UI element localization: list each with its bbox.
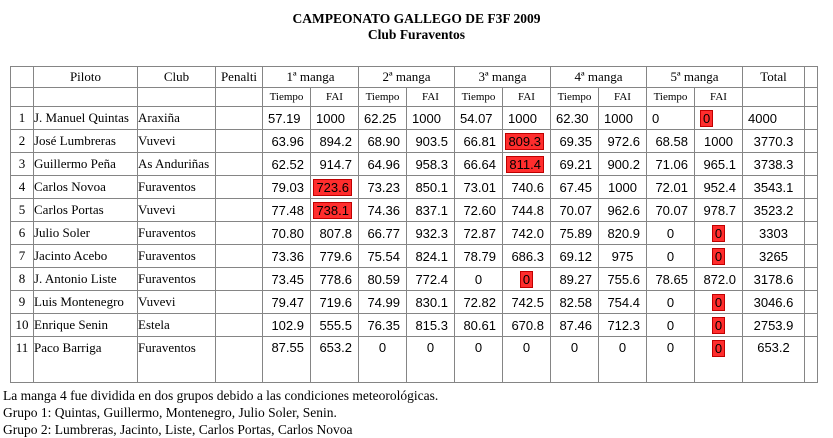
time-cell-manga2: 64.96 bbox=[359, 153, 407, 176]
fai-cell-manga2: 1000 bbox=[407, 107, 455, 130]
fai-cell-manga3: 1000 bbox=[503, 107, 551, 130]
rank-cell: 4 bbox=[11, 176, 34, 199]
subheader-blank bbox=[805, 88, 818, 107]
pilot-cell: J. Manuel Quintas bbox=[34, 107, 138, 130]
fai-cell-manga1: 778.6 bbox=[311, 268, 359, 291]
subheader-blank bbox=[11, 88, 34, 107]
fai-cell-manga3: 670.8 bbox=[503, 314, 551, 337]
pilot-cell: Paco Barriga bbox=[34, 337, 138, 383]
manga5-header: 5ª manga bbox=[647, 67, 743, 88]
time-cell-manga1: 102.9 bbox=[263, 314, 311, 337]
time-cell-manga2: 76.35 bbox=[359, 314, 407, 337]
penalized-score-highlight: 723.6 bbox=[313, 179, 352, 196]
fai-cell-manga1: 807.8 bbox=[311, 222, 359, 245]
spacer-cell bbox=[805, 337, 818, 383]
penalized-score-highlight: 809.3 bbox=[505, 133, 544, 150]
time-cell-manga4: 82.58 bbox=[551, 291, 599, 314]
time-cell-manga1: 57.19 bbox=[263, 107, 311, 130]
club-cell: Estela bbox=[138, 314, 216, 337]
fai-cell-manga5 bbox=[695, 107, 743, 130]
time-subheader: Tiempo bbox=[455, 88, 503, 107]
rank-cell: 7 bbox=[11, 245, 34, 268]
time-cell-manga4: 70.07 bbox=[551, 199, 599, 222]
fai-cell-manga2: 850.1 bbox=[407, 176, 455, 199]
fai-cell-manga2: 932.3 bbox=[407, 222, 455, 245]
results-tbody bbox=[11, 67, 818, 383]
fai-cell-manga5: 872.0 bbox=[695, 268, 743, 291]
fai-cell-manga3: 686.3 bbox=[503, 245, 551, 268]
note-groups-split: La manga 4 fue dividida en dos grupos debido a las condiciones meteorológicas. bbox=[3, 388, 439, 403]
club-cell: Furaventos bbox=[138, 245, 216, 268]
penalized-score-highlight: 0 bbox=[712, 317, 725, 334]
fai-cell-manga5: 952.4 bbox=[695, 176, 743, 199]
time-cell-manga5: 0 bbox=[647, 314, 695, 337]
table-row bbox=[11, 222, 818, 245]
club-cell: As Anduriñas bbox=[138, 153, 216, 176]
club-subtitle: Club Furaventos bbox=[367, 27, 466, 42]
penalty-cell bbox=[216, 245, 263, 268]
fai-cell-manga3: 740.6 bbox=[503, 176, 551, 199]
fai-subheader: FAI bbox=[695, 88, 743, 107]
table-row bbox=[11, 199, 818, 222]
fai-cell-manga4: 962.6 bbox=[599, 199, 647, 222]
fai-cell-manga1: 894.2 bbox=[311, 130, 359, 153]
time-cell-manga3: 72.82 bbox=[455, 291, 503, 314]
penalty-cell bbox=[216, 268, 263, 291]
total-cell: 653.2 bbox=[743, 337, 805, 383]
pilot-cell: J. Antonio Liste bbox=[34, 268, 138, 291]
fai-cell-manga5 bbox=[695, 337, 743, 383]
pilot-cell: Jacinto Acebo bbox=[34, 245, 138, 268]
subheader-blank bbox=[743, 88, 805, 107]
fai-cell-manga3: 0 bbox=[503, 337, 551, 383]
total-cell: 3770.3 bbox=[743, 130, 805, 153]
spacer-cell bbox=[805, 199, 818, 222]
fai-cell-manga2: 772.4 bbox=[407, 268, 455, 291]
time-cell-manga1: 73.45 bbox=[263, 268, 311, 291]
time-cell-manga1: 62.52 bbox=[263, 153, 311, 176]
subheader-blank bbox=[34, 88, 138, 107]
total-cell: 3738.3 bbox=[743, 153, 805, 176]
pilot-cell: José Lumbreras bbox=[34, 130, 138, 153]
table-row bbox=[11, 268, 818, 291]
championship-title: CAMPEONATO GALLEGO DE F3F 2009 bbox=[292, 11, 541, 26]
total-cell: 4000 bbox=[743, 107, 805, 130]
club-cell: Furaventos bbox=[138, 337, 216, 383]
note-group1: Grupo 1: Quintas, Guillermo, Montenegro, Julio Soler, Senin. bbox=[3, 405, 337, 420]
rank-cell: 11 bbox=[11, 337, 34, 383]
manga1-header: 1ª manga bbox=[263, 67, 359, 88]
club-cell: Furaventos bbox=[138, 176, 216, 199]
table-row bbox=[11, 291, 818, 314]
club-cell: Vuvevi bbox=[138, 130, 216, 153]
time-cell-manga4: 0 bbox=[551, 337, 599, 383]
manga2-header: 2ª manga bbox=[359, 67, 455, 88]
time-cell-manga2: 74.36 bbox=[359, 199, 407, 222]
time-cell-manga2: 68.90 bbox=[359, 130, 407, 153]
note-group2: Grupo 2: Lumbreras, Jacinto, Liste, Carlos Portas, Carlos Novoa bbox=[3, 422, 353, 437]
time-cell-manga5: 0 bbox=[647, 222, 695, 245]
rank-cell: 6 bbox=[11, 222, 34, 245]
time-cell-manga3: 80.61 bbox=[455, 314, 503, 337]
penalty-cell bbox=[216, 314, 263, 337]
fai-cell-manga3: 744.8 bbox=[503, 199, 551, 222]
club-cell: Vuvevi bbox=[138, 199, 216, 222]
fai-cell-manga5 bbox=[695, 222, 743, 245]
time-cell-manga4: 87.46 bbox=[551, 314, 599, 337]
table-row bbox=[11, 176, 818, 199]
penalty-cell bbox=[216, 107, 263, 130]
rank-cell: 5 bbox=[11, 199, 34, 222]
time-cell-manga4: 75.89 bbox=[551, 222, 599, 245]
pilot-cell: Enrique Senin bbox=[34, 314, 138, 337]
time-cell-manga5: 68.58 bbox=[647, 130, 695, 153]
fai-cell-manga1: 1000 bbox=[311, 107, 359, 130]
spacer-cell bbox=[805, 130, 818, 153]
time-cell-manga2: 66.77 bbox=[359, 222, 407, 245]
time-cell-manga1: 73.36 bbox=[263, 245, 311, 268]
time-cell-manga4: 69.21 bbox=[551, 153, 599, 176]
fai-cell-manga1 bbox=[311, 199, 359, 222]
fai-cell-manga1: 555.5 bbox=[311, 314, 359, 337]
time-cell-manga4: 62.30 bbox=[551, 107, 599, 130]
time-cell-manga2: 80.59 bbox=[359, 268, 407, 291]
time-cell-manga3: 66.81 bbox=[455, 130, 503, 153]
spacer-header bbox=[805, 67, 818, 88]
fai-cell-manga5 bbox=[695, 245, 743, 268]
fai-subheader: FAI bbox=[407, 88, 455, 107]
rank-cell: 1 bbox=[11, 107, 34, 130]
time-cell-manga3: 54.07 bbox=[455, 107, 503, 130]
fai-cell-manga1 bbox=[311, 176, 359, 199]
table-row bbox=[11, 337, 818, 383]
footer-notes bbox=[3, 387, 833, 438]
fai-cell-manga3: 742.5 bbox=[503, 291, 551, 314]
rank-cell: 8 bbox=[11, 268, 34, 291]
penalty-cell bbox=[216, 130, 263, 153]
fai-cell-manga2: 903.5 bbox=[407, 130, 455, 153]
penalty-cell bbox=[216, 199, 263, 222]
spacer-cell bbox=[805, 153, 818, 176]
total-cell: 3265 bbox=[743, 245, 805, 268]
spacer-cell bbox=[805, 245, 818, 268]
fai-cell-manga2: 824.1 bbox=[407, 245, 455, 268]
total-cell: 3523.2 bbox=[743, 199, 805, 222]
penalized-score-highlight: 0 bbox=[712, 340, 725, 357]
penalized-score-highlight: 0 bbox=[712, 225, 725, 242]
time-cell-manga3: 0 bbox=[455, 268, 503, 291]
time-cell-manga2: 75.54 bbox=[359, 245, 407, 268]
table-row bbox=[11, 314, 818, 337]
time-cell-manga1: 79.03 bbox=[263, 176, 311, 199]
fai-cell-manga5: 1000 bbox=[695, 130, 743, 153]
fai-cell-manga2: 837.1 bbox=[407, 199, 455, 222]
club-cell: Furaventos bbox=[138, 268, 216, 291]
time-cell-manga5: 72.01 bbox=[647, 176, 695, 199]
time-cell-manga3: 72.60 bbox=[455, 199, 503, 222]
fai-cell-manga4: 975 bbox=[599, 245, 647, 268]
penalized-score-highlight: 0 bbox=[700, 110, 713, 127]
time-cell-manga2: 0 bbox=[359, 337, 407, 383]
club-cell: Furaventos bbox=[138, 222, 216, 245]
pilot-cell: Carlos Portas bbox=[34, 199, 138, 222]
fai-cell-manga4: 1000 bbox=[599, 107, 647, 130]
pilot-cell: Carlos Novoa bbox=[34, 176, 138, 199]
fai-cell-manga2: 0 bbox=[407, 337, 455, 383]
fai-subheader: FAI bbox=[503, 88, 551, 107]
penalty-cell bbox=[216, 176, 263, 199]
fai-cell-manga1: 779.6 bbox=[311, 245, 359, 268]
club-header: Club bbox=[138, 67, 216, 88]
header-row bbox=[11, 67, 818, 88]
total-cell: 3543.1 bbox=[743, 176, 805, 199]
club-cell: Araxiña bbox=[138, 107, 216, 130]
table-row bbox=[11, 107, 818, 130]
fai-cell-manga5: 965.1 bbox=[695, 153, 743, 176]
penalty-cell bbox=[216, 153, 263, 176]
total-cell: 2753.9 bbox=[743, 314, 805, 337]
penalized-score-highlight: 811.4 bbox=[506, 156, 544, 173]
fai-cell-manga4: 0 bbox=[599, 337, 647, 383]
time-cell-manga1: 87.55 bbox=[263, 337, 311, 383]
table-row bbox=[11, 153, 818, 176]
spacer-cell bbox=[805, 176, 818, 199]
time-cell-manga5: 0 bbox=[647, 245, 695, 268]
penalized-score-highlight: 738.1 bbox=[313, 202, 352, 219]
total-cell: 3046.6 bbox=[743, 291, 805, 314]
fai-cell-manga4: 755.6 bbox=[599, 268, 647, 291]
penalty-cell bbox=[216, 337, 263, 383]
fai-cell-manga2: 815.3 bbox=[407, 314, 455, 337]
fai-cell-manga4: 900.2 bbox=[599, 153, 647, 176]
time-cell-manga3: 0 bbox=[455, 337, 503, 383]
time-cell-manga5: 71.06 bbox=[647, 153, 695, 176]
fai-cell-manga3 bbox=[503, 130, 551, 153]
page-title bbox=[0, 11, 833, 43]
penalty-header: Penalti bbox=[216, 67, 263, 88]
fai-subheader: FAI bbox=[599, 88, 647, 107]
fai-cell-manga1: 914.7 bbox=[311, 153, 359, 176]
rank-header bbox=[11, 67, 34, 88]
fai-cell-manga4: 754.4 bbox=[599, 291, 647, 314]
fai-cell-manga5: 978.7 bbox=[695, 199, 743, 222]
rank-cell: 2 bbox=[11, 130, 34, 153]
time-subheader: Tiempo bbox=[551, 88, 599, 107]
fai-cell-manga4: 712.3 bbox=[599, 314, 647, 337]
time-cell-manga5: 0 bbox=[647, 337, 695, 383]
penalized-score-highlight: 0 bbox=[712, 248, 725, 265]
spacer-cell bbox=[805, 291, 818, 314]
rank-cell: 9 bbox=[11, 291, 34, 314]
time-cell-manga2: 74.99 bbox=[359, 291, 407, 314]
pilot-cell: Guillermo Peña bbox=[34, 153, 138, 176]
time-cell-manga5: 70.07 bbox=[647, 199, 695, 222]
time-cell-manga3: 73.01 bbox=[455, 176, 503, 199]
time-cell-manga5: 0 bbox=[647, 107, 695, 130]
time-subheader: Tiempo bbox=[647, 88, 695, 107]
manga3-header: 3ª manga bbox=[455, 67, 551, 88]
time-cell-manga4: 69.35 bbox=[551, 130, 599, 153]
total-cell: 3303 bbox=[743, 222, 805, 245]
subheader-row bbox=[11, 88, 818, 107]
fai-subheader: FAI bbox=[311, 88, 359, 107]
time-subheader: Tiempo bbox=[359, 88, 407, 107]
fai-cell-manga3: 742.0 bbox=[503, 222, 551, 245]
time-cell-manga4: 69.12 bbox=[551, 245, 599, 268]
spacer-cell bbox=[805, 268, 818, 291]
results-table bbox=[10, 66, 818, 383]
time-cell-manga1: 79.47 bbox=[263, 291, 311, 314]
subheader-blank bbox=[138, 88, 216, 107]
time-cell-manga5: 0 bbox=[647, 291, 695, 314]
time-cell-manga1: 70.80 bbox=[263, 222, 311, 245]
table-row bbox=[11, 245, 818, 268]
time-cell-manga4: 67.45 bbox=[551, 176, 599, 199]
fai-cell-manga1: 653.2 bbox=[311, 337, 359, 383]
pilot-header: Piloto bbox=[34, 67, 138, 88]
spacer-cell bbox=[805, 222, 818, 245]
fai-cell-manga1: 719.6 bbox=[311, 291, 359, 314]
time-cell-manga1: 77.48 bbox=[263, 199, 311, 222]
total-cell: 3178.6 bbox=[743, 268, 805, 291]
spacer-cell bbox=[805, 107, 818, 130]
time-cell-manga3: 78.79 bbox=[455, 245, 503, 268]
time-cell-manga4: 89.27 bbox=[551, 268, 599, 291]
time-cell-manga3: 66.64 bbox=[455, 153, 503, 176]
fai-cell-manga5 bbox=[695, 291, 743, 314]
penalized-score-highlight: 0 bbox=[520, 271, 533, 288]
penalized-score-highlight: 0 bbox=[712, 294, 725, 311]
spacer-cell bbox=[805, 314, 818, 337]
fai-cell-manga4: 820.9 bbox=[599, 222, 647, 245]
time-cell-manga1: 63.96 bbox=[263, 130, 311, 153]
club-cell: Vuvevi bbox=[138, 291, 216, 314]
time-cell-manga2: 62.25 bbox=[359, 107, 407, 130]
pilot-cell: Julio Soler bbox=[34, 222, 138, 245]
fai-cell-manga4: 1000 bbox=[599, 176, 647, 199]
subheader-blank bbox=[216, 88, 263, 107]
penalty-cell bbox=[216, 222, 263, 245]
time-cell-manga3: 72.87 bbox=[455, 222, 503, 245]
time-cell-manga5: 78.65 bbox=[647, 268, 695, 291]
rank-cell: 3 bbox=[11, 153, 34, 176]
fai-cell-manga4: 972.6 bbox=[599, 130, 647, 153]
fai-cell-manga2: 830.1 bbox=[407, 291, 455, 314]
penalty-cell bbox=[216, 291, 263, 314]
fai-cell-manga3 bbox=[503, 268, 551, 291]
time-cell-manga2: 73.23 bbox=[359, 176, 407, 199]
time-subheader: Tiempo bbox=[263, 88, 311, 107]
fai-cell-manga2: 958.3 bbox=[407, 153, 455, 176]
pilot-cell: Luis Montenegro bbox=[34, 291, 138, 314]
fai-cell-manga5 bbox=[695, 314, 743, 337]
total-header: Total bbox=[743, 67, 805, 88]
fai-cell-manga3 bbox=[503, 153, 551, 176]
manga4-header: 4ª manga bbox=[551, 67, 647, 88]
table-row bbox=[11, 130, 818, 153]
rank-cell: 10 bbox=[11, 314, 34, 337]
